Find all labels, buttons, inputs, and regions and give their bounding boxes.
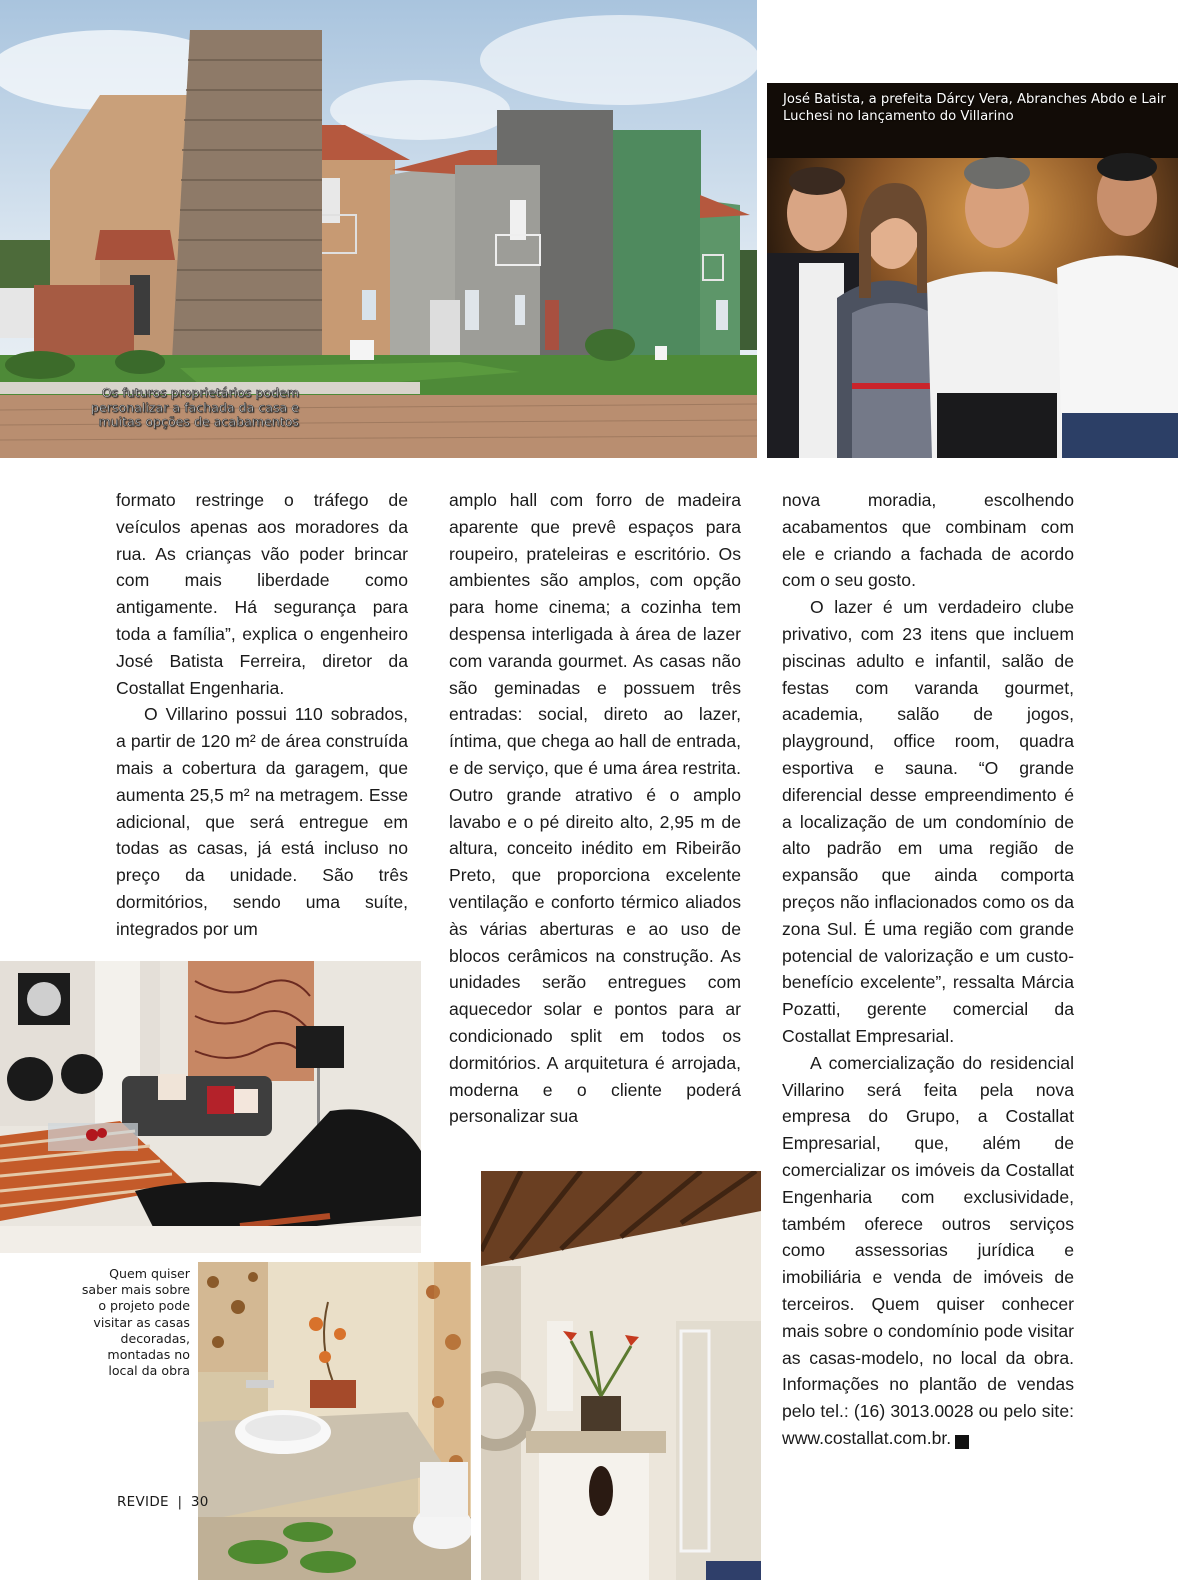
living-room-photo — [0, 961, 421, 1253]
people-photo — [767, 83, 1178, 458]
people-photo-caption: José Batista, a prefeita Dárcy Vera, Abranches Abdo e Lair Luchesi no lançamento do Villarino — [783, 92, 1166, 124]
article-paragraph: amplo hall com forro de madeira aparente que prevê espaços para roupeiro, prateleiras e escritório. Os ambientes são amplos, com opção para home cinema; a cozinha tem despensa interligada à área de lazer com varanda gourmet. As casas não são geminadas e possuem três entradas: social, direto ao lazer, íntima, que chega ao hall de entrada, e de serviço, que é uma área restrita. Outro grande atrativo é o amplo lavabo e o pé direito alto, 2,95 m de altura, conceito inédito em Ribeirão Preto, que proporciona excelente ventilação e conforto térmico aliados às várias aberturas e ao uso de blocos cerâmicos na construção. As unidades serão entregues com aquecedor solar e pontos para ar condicionado split em todos os dormitórios. A arquitetura é arrojada, moderna e o cliente poderá personalizar sua — [449, 490, 741, 1127]
footer-separator: | — [177, 1494, 183, 1510]
article-column-3 — [782, 487, 1074, 1452]
revide-end-mark-icon: r — [955, 1435, 969, 1449]
bathroom-photo — [198, 1262, 471, 1580]
houses-photo — [0, 0, 757, 458]
article-paragraph: O lazer é um verdadeiro clube privativo, com 23 itens que incluem piscinas adulto e infantil, salão de festas com varanda gourmet, academia, salão de jogos, playground, office room, quadra esportiva e sauna. “O grande diferencial desse empreendimento é a localização de um condomínio de alto padrão em uma região de expansão que ainda comporta preços não inflacionados como os da zona Sul. É uma região com grande potencial de valorização e um custo-benefício excelente”, ressalta Márcia Pozatti, gerente comercial da Costallat Empresarial. — [782, 597, 1074, 1046]
article-paragraph: nova moradia, escolhendo acabamentos que combinam com ele e criando a fachada de acordo com o seu gosto. — [782, 490, 1074, 591]
article-column-1 — [116, 487, 408, 943]
magazine-name: REVIDE — [117, 1494, 169, 1510]
article-paragraph-final — [782, 1050, 1074, 1452]
hallway-photo — [481, 1171, 761, 1580]
houses-photo-caption: Os futuros proprietários podem personalizar a fachada da casa e muitas opções de acabamentos — [91, 385, 299, 430]
page-number: 30 — [190, 1494, 209, 1510]
page-footer — [117, 1494, 209, 1510]
article-column-2 — [449, 487, 741, 1130]
article-paragraph: formato restringe o tráfego de veículos apenas aos moradores da rua. As crianças vão poder brincar com mais liberdade como antigamente. Há segurança para toda a família”, explica o engenheiro José Batista Ferreira, diretor da Costallat Engenharia. — [116, 490, 408, 698]
article-paragraph-text: A comercialização do residencial Villarino será feita pela nova empresa do Grupo, a Costallat Empresarial, que, além de comercializar os imóveis da Costallat Engenharia com exclusividade, também oferece outros serviços como assessorias jurídica e imobiliária e venda de imóveis de terceiros. Quem quiser conhecer mais sobre o condomínio pode visitar as casas-modelo, no local da obra. Informações no plantão de vendas pelo tel.: (16) 3013.0028 ou pelo site: www.costallat.com.br. — [782, 1052, 1074, 1448]
article-paragraph: O Villarino possui 110 sobrados, a partir de 120 m² de área construída mais a cobertura da garagem, que aumenta 25,5 m² na metragem. Esse adicional, que será entregue em todas as casas, já está incluso no preço da unidade. São três dormitórios, sendo uma suíte, integrados por um — [116, 704, 408, 939]
interiors-photo-caption: Quem quiser saber mais sobre o projeto pode visitar as casas decoradas, montadas no local da obra — [81, 1266, 190, 1379]
